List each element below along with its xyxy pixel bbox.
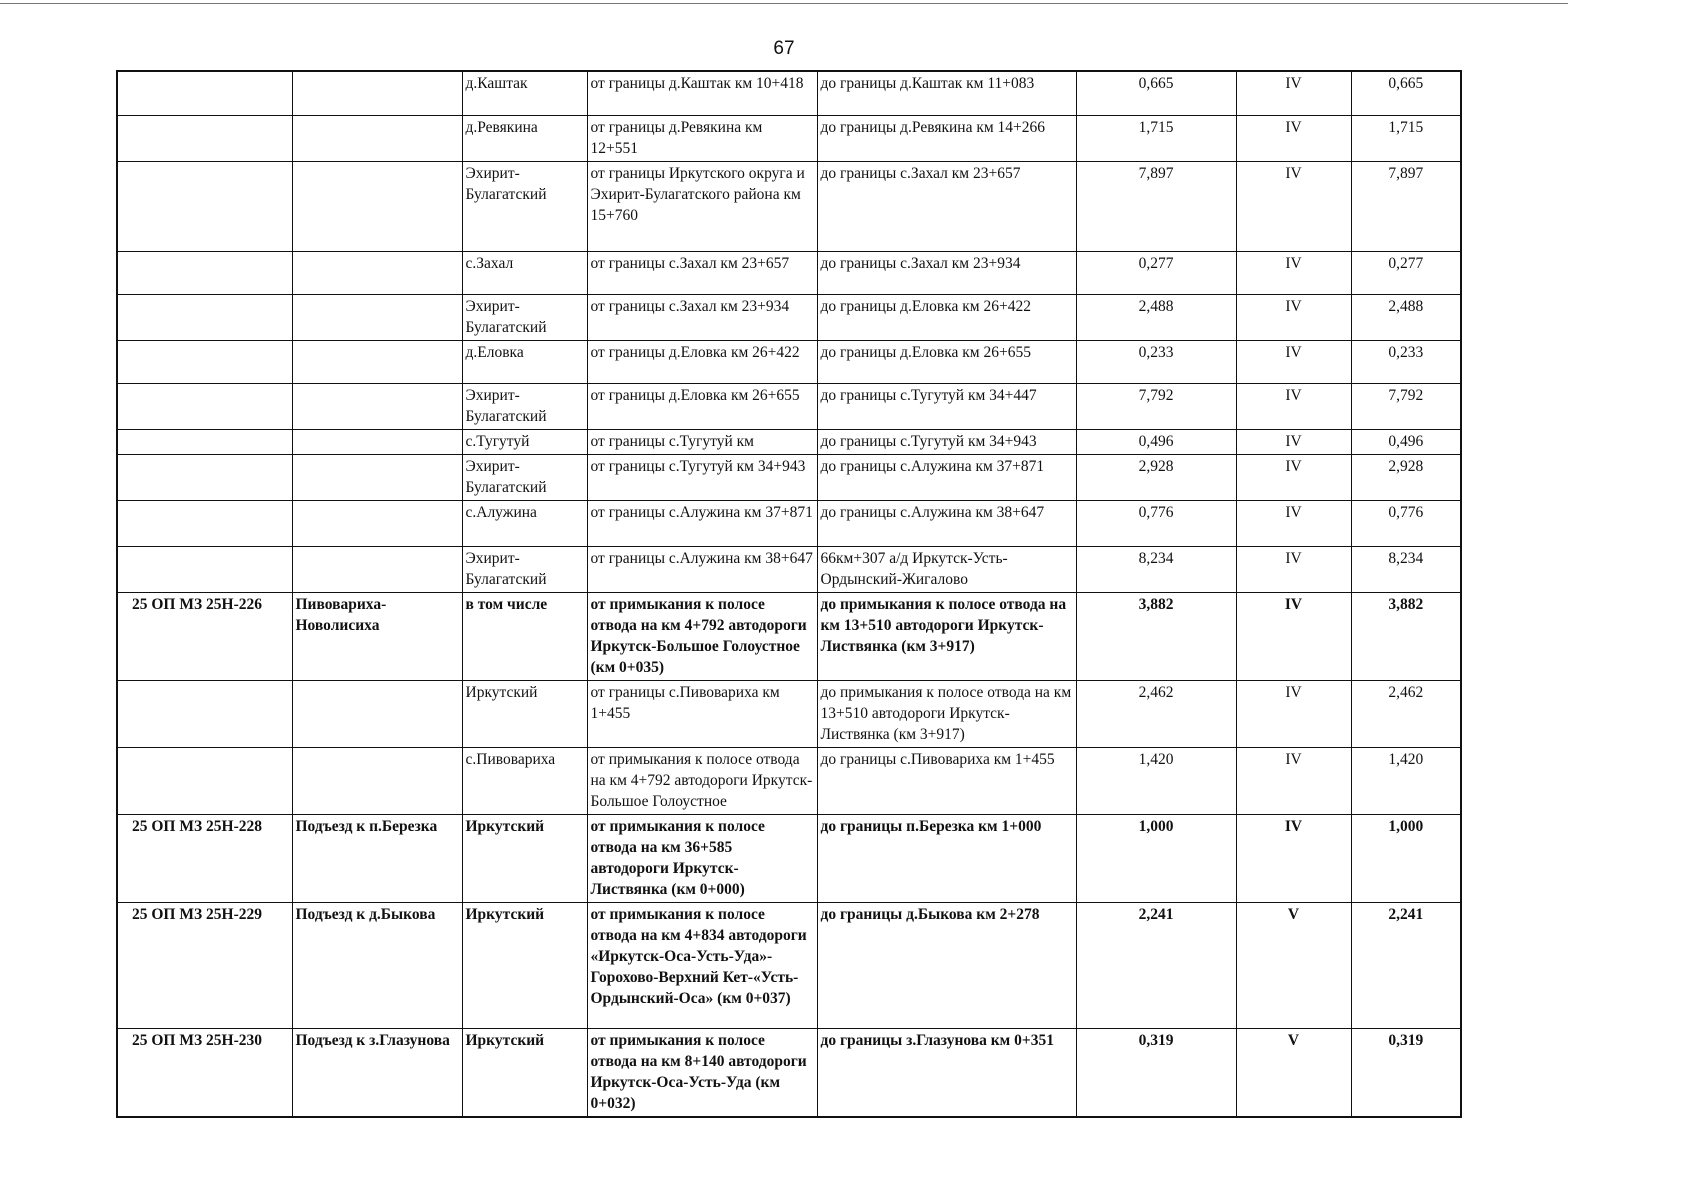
road-code-cell: [117, 115, 292, 161]
from-cell: от границы д.Ревякина км 12+551: [587, 115, 817, 161]
table-row: [117, 454, 1461, 500]
road-name-cell: Подъезд к п.Березка: [292, 814, 462, 902]
category-cell: IV: [1236, 294, 1351, 340]
district-cell: Иркутский: [462, 680, 587, 747]
category-cell: V: [1236, 902, 1351, 1028]
road-name-cell: Подъезд к д.Быкова: [292, 902, 462, 1028]
to-cell: до границы с.Тугутуй км 34+447: [817, 383, 1076, 429]
to-cell: до границы з.Глазунова км 0+351: [817, 1028, 1076, 1117]
category-cell: IV: [1236, 814, 1351, 902]
road-code-cell: [117, 454, 292, 500]
category-cell: IV: [1236, 383, 1351, 429]
road-code-cell: [117, 680, 292, 747]
category-cell: IV: [1236, 592, 1351, 680]
table-row: [117, 1028, 1461, 1117]
length-total-cell: 1,715: [1351, 115, 1461, 161]
length-cell: 7,897: [1076, 161, 1236, 251]
table-row: [117, 429, 1461, 454]
roads-table: [116, 70, 1462, 1118]
from-cell: от границы с.Тугутуй км 34+943: [587, 454, 817, 500]
length-cell: 1,000: [1076, 814, 1236, 902]
to-cell: до границы с.Тугутуй км 34+943: [817, 429, 1076, 454]
category-cell: IV: [1236, 546, 1351, 592]
from-cell: от примыкания к полосе отвода на км 4+792 автодороги Иркутск-Большое Голоустное (км 0+035): [587, 592, 817, 680]
length-cell: 0,319: [1076, 1028, 1236, 1117]
from-cell: от границы с.Пивовариха км 1+455: [587, 680, 817, 747]
length-total-cell: 0,665: [1351, 71, 1461, 115]
table-row: [117, 115, 1461, 161]
length-total-cell: 0,233: [1351, 340, 1461, 383]
road-name-cell: [292, 680, 462, 747]
length-total-cell: 8,234: [1351, 546, 1461, 592]
table-row: [117, 161, 1461, 251]
table-row: [117, 383, 1461, 429]
length-total-cell: 0,776: [1351, 500, 1461, 546]
table-row: [117, 546, 1461, 592]
from-cell: от границы д.Каштак км 10+418: [587, 71, 817, 115]
road-name-cell: [292, 747, 462, 814]
district-cell: в том числе: [462, 592, 587, 680]
road-code-cell: [117, 429, 292, 454]
to-cell: до границы с.Алужина км 38+647: [817, 500, 1076, 546]
road-code-cell: [117, 294, 292, 340]
district-cell: Эхирит-Булагатский: [462, 546, 587, 592]
from-cell: от границы с.Захал км 23+934: [587, 294, 817, 340]
road-code-cell: [117, 546, 292, 592]
district-cell: Иркутский: [462, 1028, 587, 1117]
road-code-cell: 25 ОП МЗ 25Н-230: [117, 1028, 292, 1117]
table-row: [117, 340, 1461, 383]
to-cell: до примыкания к полосе отвода на км 13+510 автодороги Иркутск-Листвянка (км 3+917): [817, 592, 1076, 680]
category-cell: IV: [1236, 340, 1351, 383]
road-name-cell: [292, 454, 462, 500]
length-total-cell: 3,882: [1351, 592, 1461, 680]
district-cell: Эхирит-Булагатский: [462, 161, 587, 251]
to-cell: 66км+307 а/д Иркутск-Усть-Ордынский-Жигалово: [817, 546, 1076, 592]
district-cell: д.Каштак: [462, 71, 587, 115]
table-row: [117, 814, 1461, 902]
table-row: [117, 747, 1461, 814]
from-cell: от границы с.Захал км 23+657: [587, 251, 817, 294]
road-name-cell: [292, 115, 462, 161]
road-name-cell: [292, 383, 462, 429]
road-name-cell: [292, 161, 462, 251]
table-row: [117, 902, 1461, 1028]
length-cell: 2,928: [1076, 454, 1236, 500]
district-cell: д.Ревякина: [462, 115, 587, 161]
road-code-cell: 25 ОП МЗ 25Н-226: [117, 592, 292, 680]
category-cell: IV: [1236, 71, 1351, 115]
to-cell: до границы с.Алужина км 37+871: [817, 454, 1076, 500]
from-cell: от примыкания к полосе отвода на км 36+585 автодороги Иркутск-Листвянка (км 0+000): [587, 814, 817, 902]
table-row: [117, 294, 1461, 340]
category-cell: IV: [1236, 429, 1351, 454]
road-code-cell: [117, 251, 292, 294]
road-code-cell: 25 ОП МЗ 25Н-229: [117, 902, 292, 1028]
to-cell: до границы д.Быкова км 2+278: [817, 902, 1076, 1028]
length-cell: 7,792: [1076, 383, 1236, 429]
to-cell: до границы д.Каштак км 11+083: [817, 71, 1076, 115]
from-cell: от границы с.Алужина км 37+871: [587, 500, 817, 546]
road-name-cell: Пивовариха-Новолисиха: [292, 592, 462, 680]
to-cell: до границы д.Ревякина км 14+266: [817, 115, 1076, 161]
from-cell: от примыкания к полосе отвода на км 4+834 автодороги «Иркутск-Оса-Усть-Уда»-Горохово-Верхний Кет-«Усть-Ордынский-Оса» (км 0+037): [587, 902, 817, 1028]
district-cell: Иркутский: [462, 814, 587, 902]
length-cell: 0,496: [1076, 429, 1236, 454]
length-cell: 8,234: [1076, 546, 1236, 592]
table-row: [117, 680, 1461, 747]
district-cell: Эхирит-Булагатский: [462, 294, 587, 340]
district-cell: д.Еловка: [462, 340, 587, 383]
category-cell: V: [1236, 1028, 1351, 1117]
length-cell: 1,715: [1076, 115, 1236, 161]
length-cell: 0,277: [1076, 251, 1236, 294]
road-name-cell: [292, 429, 462, 454]
length-cell: 2,241: [1076, 902, 1236, 1028]
road-name-cell: [292, 340, 462, 383]
category-cell: IV: [1236, 500, 1351, 546]
length-total-cell: 2,241: [1351, 902, 1461, 1028]
to-cell: до границы д.Еловка км 26+655: [817, 340, 1076, 383]
page-number: 67: [773, 38, 795, 59]
category-cell: IV: [1236, 115, 1351, 161]
road-name-cell: [292, 294, 462, 340]
district-cell: Эхирит-Булагатский: [462, 383, 587, 429]
to-cell: до границы с.Захал км 23+657: [817, 161, 1076, 251]
category-cell: IV: [1236, 680, 1351, 747]
length-total-cell: 1,420: [1351, 747, 1461, 814]
to-cell: до границы с.Захал км 23+934: [817, 251, 1076, 294]
road-code-cell: 25 ОП МЗ 25Н-228: [117, 814, 292, 902]
road-name-cell: [292, 500, 462, 546]
length-total-cell: 7,897: [1351, 161, 1461, 251]
table-row: [117, 71, 1461, 115]
to-cell: до примыкания к полосе отвода на км 13+510 автодороги Иркутск-Листвянка (км 3+917): [817, 680, 1076, 747]
road-name-cell: Подъезд к з.Глазунова: [292, 1028, 462, 1117]
to-cell: до границы д.Еловка км 26+422: [817, 294, 1076, 340]
length-cell: 0,233: [1076, 340, 1236, 383]
length-total-cell: 7,792: [1351, 383, 1461, 429]
category-cell: IV: [1236, 454, 1351, 500]
road-code-cell: [117, 747, 292, 814]
scan-top-rule: [0, 3, 1568, 4]
length-total-cell: 0,277: [1351, 251, 1461, 294]
length-cell: 3,882: [1076, 592, 1236, 680]
district-cell: Эхирит-Булагатский: [462, 454, 587, 500]
road-code-cell: [117, 161, 292, 251]
table-row: [117, 251, 1461, 294]
from-cell: от границы с.Тугутуй км: [587, 429, 817, 454]
road-name-cell: [292, 546, 462, 592]
from-cell: от границы д.Еловка км 26+655: [587, 383, 817, 429]
length-total-cell: 1,000: [1351, 814, 1461, 902]
length-total-cell: 0,319: [1351, 1028, 1461, 1117]
district-cell: с.Алужина: [462, 500, 587, 546]
district-cell: с.Пивовариха: [462, 747, 587, 814]
to-cell: до границы п.Березка км 1+000: [817, 814, 1076, 902]
district-cell: с.Захал: [462, 251, 587, 294]
from-cell: от примыкания к полосе отвода на км 8+140 автодороги Иркутск-Оса-Усть-Уда (км 0+032): [587, 1028, 817, 1117]
length-total-cell: 2,488: [1351, 294, 1461, 340]
road-code-cell: [117, 71, 292, 115]
length-cell: 2,488: [1076, 294, 1236, 340]
table-row: [117, 500, 1461, 546]
category-cell: IV: [1236, 251, 1351, 294]
length-total-cell: 2,462: [1351, 680, 1461, 747]
from-cell: от границы д.Еловка км 26+422: [587, 340, 817, 383]
table-row: [117, 592, 1461, 680]
from-cell: от примыкания к полосе отвода на км 4+792 автодороги Иркутск-Большое Голоустное: [587, 747, 817, 814]
road-code-cell: [117, 383, 292, 429]
length-total-cell: 0,496: [1351, 429, 1461, 454]
district-cell: с.Тугутуй: [462, 429, 587, 454]
length-cell: 2,462: [1076, 680, 1236, 747]
table-body: [117, 71, 1461, 1117]
road-code-cell: [117, 340, 292, 383]
district-cell: Иркутский: [462, 902, 587, 1028]
road-code-cell: [117, 500, 292, 546]
category-cell: IV: [1236, 747, 1351, 814]
road-name-cell: [292, 251, 462, 294]
length-cell: 1,420: [1076, 747, 1236, 814]
from-cell: от границы Иркутского округа и Эхирит-Булагатского района км 15+760: [587, 161, 817, 251]
length-cell: 0,776: [1076, 500, 1236, 546]
length-total-cell: 2,928: [1351, 454, 1461, 500]
to-cell: до границы с.Пивовариха км 1+455: [817, 747, 1076, 814]
category-cell: IV: [1236, 161, 1351, 251]
road-name-cell: [292, 71, 462, 115]
from-cell: от границы с.Алужина км 38+647: [587, 546, 817, 592]
length-cell: 0,665: [1076, 71, 1236, 115]
